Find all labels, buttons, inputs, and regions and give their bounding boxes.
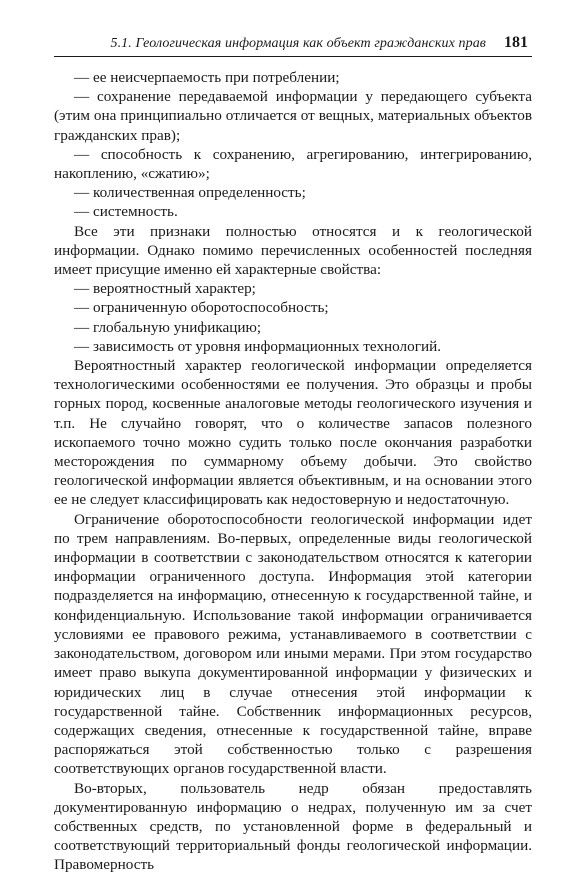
list-item-unification: — глобальную унификацию; bbox=[74, 318, 262, 336]
list-item-probabilistic: — вероятностный характер; bbox=[74, 280, 256, 298]
list-item-inexhaustibility: — ее неисчерпаемость при потреблении; bbox=[74, 69, 340, 86]
body-text bbox=[54, 68, 532, 875]
running-title: 5.1. Геологическая информация как объект гражданских прав bbox=[110, 36, 486, 51]
paragraph-properties-intro: Все эти признаки полностью относятся и к геологической информации. Однако помимо перечисленных особенностей последняя имеет присущие именно ей характерные свойства: bbox=[54, 222, 532, 279]
list-item-quantitative: — количественная определенность; bbox=[74, 184, 306, 202]
list-item-technology-dependence: — зависимость от уровня информационных технологий. bbox=[74, 337, 442, 355]
paragraph-secondly: Во-вторых, пользователь недр обязан предоставлять документированную информацию о недрах, полученную им за счет собственных средств, по установленной форме в федеральный и соответствующий территориальный фонды геологической информации. Правомерность bbox=[54, 779, 532, 874]
list-item-preservation: — сохранение передаваемой информации у передающего субъекта (этим она принципиально отличается от вещных, материальных объектов гражданских прав); bbox=[54, 88, 532, 144]
running-header bbox=[54, 34, 532, 57]
list-item-aggregation: — способность к сохранению, агрегированию, интегрированию, накоплению, «сжатию»; bbox=[54, 145, 532, 183]
paragraph-circulation-limits: Ограничение оборотоспособности геологической информации идет по трем направлениям. Во-первых, определенные виды геологической информации в соответствии с законодательством относятся к категории информации ограниченного доступа. Информация этой категории подразделяется на информацию, отнесенную к государственной тайне, и конфиденциальную. Использование такой информации ограничивается условиями ее правового режима, устанавливаемого в соответствии с законодательством, договором или иными мерами. При этом государство имеет право выкупа документированной информации у физических и юридических лиц в случае отнесения этой информации к государственной тайне. Собственник информационных ресурсов, содержащих сведения, отнесенные к государственной тайне, вправе распоряжаться этой собственностью только с разрешения соответствующих органов государственной власти. bbox=[54, 510, 532, 778]
list-item-systemic: — системность. bbox=[74, 203, 178, 221]
paragraph-probabilistic: Вероятностный характер геологической информации определяется технологическими особенностями ее получения. Это образцы и пробы горных пород, косвенные аналоговые методы геологического изучения и т.п. Не случайно говорят, что о количестве запасов полезного ископаемого точно можно судить только после окончания разработки месторождения по суммарному объему добычи. Это свойство геологической информации является объективным, и на основании этого ее не следует классифицировать как недостоверную и недостаточную. bbox=[54, 357, 532, 509]
list-item-limited-circulation: — ограниченную оборотоспособность; bbox=[74, 299, 329, 317]
page-number: 181 bbox=[504, 34, 528, 51]
book-page bbox=[54, 34, 532, 875]
